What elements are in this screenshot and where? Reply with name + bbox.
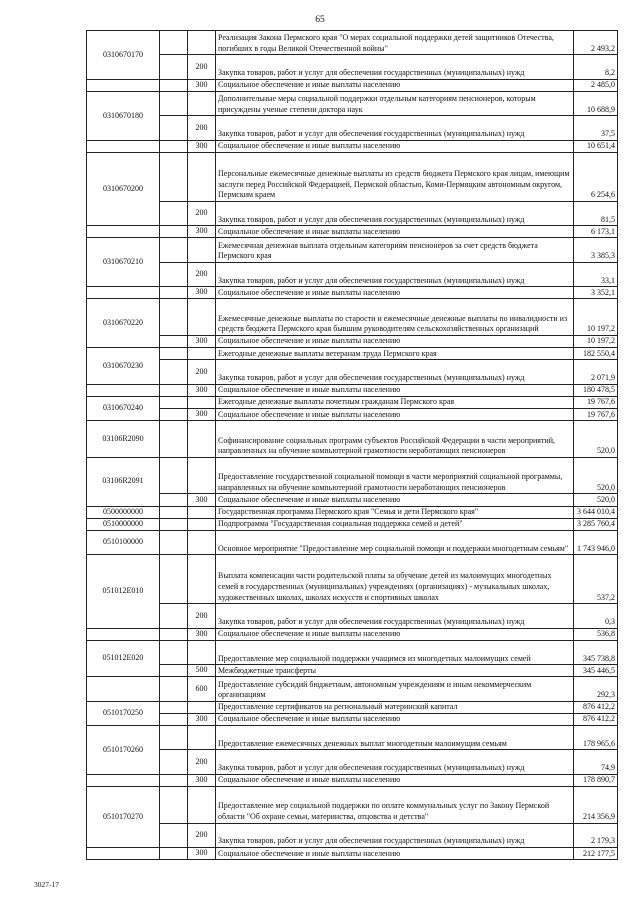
table-row	[87, 238, 618, 262]
subsection-cell	[160, 713, 188, 725]
description-cell: Социальное обеспечение и иные выплаты населению	[216, 226, 574, 238]
expense-type-cell	[188, 421, 216, 458]
expense-type-cell	[188, 506, 216, 518]
description-cell: Социальное обеспечение и иные выплаты населению	[216, 384, 574, 396]
subsection-cell	[160, 494, 188, 506]
amount-cell: 876 412,2	[574, 701, 618, 713]
subsection-cell	[160, 116, 188, 140]
target-code-cell	[87, 677, 160, 701]
description-cell: Социальное обеспечение и иные выплаты населению	[216, 79, 574, 91]
subsection-cell	[160, 226, 188, 238]
amount-cell: 2 179,3	[574, 823, 618, 847]
target-code-cell: 051012Е010	[87, 555, 160, 628]
target-code-cell: 051012Е020	[87, 640, 160, 677]
amount-cell: 292,3	[574, 677, 618, 701]
table-row	[87, 226, 618, 238]
target-code-cell	[87, 226, 160, 238]
amount-cell: 10 197,2	[574, 335, 618, 347]
subsection-cell	[160, 848, 188, 860]
description-cell: Реализация Закона Пермского края "О мерах социальной поддержки детей защитников Отечества, погибших в годы Великой Отечественной войны"	[216, 31, 574, 55]
subsection-cell	[160, 287, 188, 299]
amount-cell: 180 478,5	[574, 384, 618, 396]
subsection-cell	[160, 55, 188, 79]
amount-cell: 10 688,9	[574, 91, 618, 115]
subsection-cell	[160, 774, 188, 786]
subsection-cell	[160, 299, 188, 336]
table-row	[87, 79, 618, 91]
expense-type-cell: 200	[188, 55, 216, 79]
table-row	[87, 421, 618, 458]
expense-type-cell	[188, 640, 216, 664]
expense-type-cell: 300	[188, 774, 216, 786]
expense-type-cell	[188, 152, 216, 201]
subsection-cell	[160, 701, 188, 713]
table-row	[87, 348, 618, 360]
expense-type-cell	[188, 31, 216, 55]
expense-type-cell	[188, 238, 216, 262]
table-row	[87, 750, 618, 774]
target-code-cell	[87, 287, 160, 299]
table-row	[87, 299, 618, 336]
description-cell: Закупка товаров, работ и услуг для обеспечения государственных (муниципальных) нужд	[216, 750, 574, 774]
target-code-cell	[87, 774, 160, 786]
table-row	[87, 713, 618, 725]
amount-cell: 6 254,6	[574, 152, 618, 201]
table-row	[87, 604, 618, 628]
target-code-cell: 0310670170	[87, 31, 160, 80]
expense-type-cell	[188, 555, 216, 604]
target-code-cell: 0310670200	[87, 152, 160, 225]
expense-type-cell: 200	[188, 116, 216, 140]
description-cell: Социальное обеспечение и иные выплаты населению	[216, 628, 574, 640]
subsection-cell	[160, 750, 188, 774]
subsection-cell	[160, 201, 188, 225]
amount-cell: 520,0	[574, 457, 618, 494]
table-row	[87, 360, 618, 384]
description-cell: Предоставление мер социальной поддержки по оплате коммунальных услуг по Закону Пермской области "Об охране семьи, материнства, отцовства и детства"	[216, 787, 574, 824]
expense-type-cell	[188, 530, 216, 554]
description-cell: Социальное обеспечение и иные выплаты населению	[216, 140, 574, 152]
target-code-cell: 0310670180	[87, 91, 160, 140]
description-cell: Ежегодные денежные выплаты ветеранам труда Пермского края	[216, 348, 574, 360]
amount-cell: 3 352,1	[574, 287, 618, 299]
amount-cell: 214 356,9	[574, 787, 618, 824]
target-code-cell: 0310670240	[87, 396, 160, 420]
table-row	[87, 774, 618, 786]
description-cell: Предоставление ежемесячных денежных выплат многодетным малоимущим семьям	[216, 726, 574, 750]
target-code-cell: 0510170260	[87, 726, 160, 775]
expense-type-cell: 200	[188, 823, 216, 847]
table-row	[87, 409, 618, 421]
subsection-cell	[160, 518, 188, 530]
amount-cell: 19 767,6	[574, 396, 618, 408]
expense-type-cell: 300	[188, 140, 216, 152]
expense-type-cell: 200	[188, 604, 216, 628]
subsection-cell	[160, 152, 188, 201]
description-cell: Закупка товаров, работ и услуг для обеспечения государственных (муниципальных) нужд	[216, 823, 574, 847]
description-cell: Подпрограмма "Государственная социальная поддержка семей и детей"	[216, 518, 574, 530]
amount-cell: 1 743 946,0	[574, 530, 618, 554]
table-row	[87, 848, 618, 860]
subsection-cell	[160, 396, 188, 408]
table-row	[87, 116, 618, 140]
expense-type-cell	[188, 726, 216, 750]
table-row	[87, 677, 618, 701]
amount-cell: 10 197,2	[574, 299, 618, 336]
description-cell: Предоставление мер социальной поддержки учащимся из многодетных малоимущих семей	[216, 640, 574, 664]
description-cell: Закупка товаров, работ и услуг для обеспечения государственных (муниципальных) нужд	[216, 116, 574, 140]
table-row	[87, 335, 618, 347]
expense-type-cell: 200	[188, 750, 216, 774]
amount-cell: 74,9	[574, 750, 618, 774]
expense-type-cell: 300	[188, 226, 216, 238]
target-code-cell: 0310670230	[87, 348, 160, 385]
table-row	[87, 640, 618, 664]
table-row	[87, 506, 618, 518]
amount-cell: 537,2	[574, 555, 618, 604]
description-cell: Ежегодные денежные выплаты почетным гражданам Пермского края	[216, 396, 574, 408]
document-footer-code: 3027-17	[34, 880, 59, 889]
amount-cell: 2 493,2	[574, 31, 618, 55]
expense-type-cell: 300	[188, 287, 216, 299]
table-row	[87, 518, 618, 530]
table-row	[87, 396, 618, 408]
expense-type-cell: 200	[188, 201, 216, 225]
subsection-cell	[160, 640, 188, 664]
target-code-cell: 03106R2091	[87, 457, 160, 506]
amount-cell: 212 177,5	[574, 848, 618, 860]
description-cell: Выплата компенсации части родительской платы за обучение детей из малоимущих многодетных семей в государственных (муниципальных) учреждениях (организациях) - музыкальных школах, художественных школах, школах искусств и спортивных школах	[216, 555, 574, 604]
amount-cell: 520,0	[574, 494, 618, 506]
amount-cell: 3 285 760,4	[574, 518, 618, 530]
amount-cell: 178 965,6	[574, 726, 618, 750]
table-row	[87, 201, 618, 225]
description-cell: Социальное обеспечение и иные выплаты населению	[216, 335, 574, 347]
table-row	[87, 152, 618, 201]
expense-type-cell: 300	[188, 384, 216, 396]
subsection-cell	[160, 555, 188, 604]
subsection-cell	[160, 628, 188, 640]
expense-type-cell	[188, 91, 216, 115]
target-code-cell: 0310670220	[87, 299, 160, 348]
table-row	[87, 140, 618, 152]
description-cell: Социальное обеспечение и иные выплаты населению	[216, 409, 574, 421]
table-row	[87, 55, 618, 79]
description-cell: Ежемесячные денежные выплаты по старости и ежемесячные денежные выплаты по инвалидности из средств бюджета Пермского края бывшим руководителям сельскохозяйственных организаций	[216, 299, 574, 336]
target-code-cell	[87, 140, 160, 152]
subsection-cell	[160, 604, 188, 628]
expense-type-cell: 300	[188, 409, 216, 421]
description-cell: Закупка товаров, работ и услуг для обеспечения государственных (муниципальных) нужд	[216, 604, 574, 628]
expense-type-cell: 200	[188, 360, 216, 384]
subsection-cell	[160, 348, 188, 360]
expense-type-cell: 300	[188, 335, 216, 347]
target-code-cell: 0310670210	[87, 238, 160, 287]
expense-type-cell: 300	[188, 628, 216, 640]
amount-cell: 2 071,9	[574, 360, 618, 384]
target-code-cell	[87, 848, 160, 860]
target-code-cell: 0510000000	[87, 518, 160, 530]
expense-type-cell: 300	[188, 848, 216, 860]
description-cell: Социальное обеспечение и иные выплаты населению	[216, 494, 574, 506]
description-cell: Социальное обеспечение и иные выплаты населению	[216, 848, 574, 860]
amount-cell: 345 738,8	[574, 640, 618, 664]
subsection-cell	[160, 421, 188, 458]
table-row	[87, 665, 618, 677]
target-code-cell: 0510170270	[87, 787, 160, 848]
target-code-cell: 0510170250	[87, 701, 160, 725]
expense-type-cell: 600	[188, 677, 216, 701]
subsection-cell	[160, 384, 188, 396]
description-cell: Закупка товаров, работ и услуг для обеспечения государственных (муниципальных) нужд	[216, 262, 574, 286]
amount-cell: 8,2	[574, 55, 618, 79]
amount-cell: 520,0	[574, 421, 618, 458]
table-row	[87, 555, 618, 604]
amount-cell: 10 651,4	[574, 140, 618, 152]
table-row	[87, 726, 618, 750]
target-code-cell: 03106R2090	[87, 421, 160, 458]
description-cell: Софинансирование социальных программ субъектов Российской Федерации в части мероприятий, направленных на обучение компьютерной грамотности неработающих пенсионеров	[216, 421, 574, 458]
target-code-cell	[87, 79, 160, 91]
expense-type-cell	[188, 396, 216, 408]
subsection-cell	[160, 360, 188, 384]
target-code-cell	[87, 628, 160, 640]
amount-cell: 876 412,2	[574, 713, 618, 725]
subsection-cell	[160, 409, 188, 421]
description-cell: Социальное обеспечение и иные выплаты населению	[216, 713, 574, 725]
table-row	[87, 494, 618, 506]
expense-type-cell	[188, 457, 216, 494]
subsection-cell	[160, 457, 188, 494]
subsection-cell	[160, 238, 188, 262]
budget-table	[86, 30, 618, 860]
subsection-cell	[160, 665, 188, 677]
subsection-cell	[160, 530, 188, 554]
amount-cell: 6 173,1	[574, 226, 618, 238]
table-row	[87, 628, 618, 640]
table-row	[87, 31, 618, 55]
description-cell: Закупка товаров, работ и услуг для обеспечения государственных (муниципальных) нужд	[216, 55, 574, 79]
amount-cell: 3 644 010,4	[574, 506, 618, 518]
table-row	[87, 530, 618, 554]
subsection-cell	[160, 262, 188, 286]
description-cell: Социальное обеспечение и иные выплаты населению	[216, 287, 574, 299]
subsection-cell	[160, 787, 188, 824]
subsection-cell	[160, 506, 188, 518]
target-code-cell: 0500000000	[87, 506, 160, 518]
table-row	[87, 287, 618, 299]
expense-type-cell	[188, 299, 216, 336]
table-row	[87, 457, 618, 494]
expense-type-cell: 300	[188, 713, 216, 725]
amount-cell: 2 485,0	[574, 79, 618, 91]
expense-type-cell: 300	[188, 79, 216, 91]
description-cell: Закупка товаров, работ и услуг для обеспечения государственных (муниципальных) нужд	[216, 360, 574, 384]
target-code-cell	[87, 384, 160, 396]
table-row	[87, 823, 618, 847]
description-cell: Предоставление государственной социальной помощи в части мероприятий социальной программы, направленных на обучение компьютерной грамотности неработающих пенсионеров	[216, 457, 574, 494]
amount-cell: 182 550,4	[574, 348, 618, 360]
table-row	[87, 384, 618, 396]
amount-cell: 536,8	[574, 628, 618, 640]
amount-cell: 37,5	[574, 116, 618, 140]
amount-cell: 3 385,3	[574, 238, 618, 262]
expense-type-cell: 500	[188, 665, 216, 677]
subsection-cell	[160, 823, 188, 847]
amount-cell: 0,3	[574, 604, 618, 628]
expense-type-cell	[188, 787, 216, 824]
description-cell: Ежемесячная денежная выплата отдельным категориям пенсионеров за счет средств бюджета Пермского края	[216, 238, 574, 262]
description-cell: Государственная программа Пермского края "Семья и дети Пермского края"	[216, 506, 574, 518]
table-row	[87, 262, 618, 286]
expense-type-cell	[188, 348, 216, 360]
amount-cell: 345 446,5	[574, 665, 618, 677]
description-cell: Социальное обеспечение и иные выплаты населению	[216, 774, 574, 786]
page-number: 65	[315, 15, 325, 25]
table-row	[87, 91, 618, 115]
amount-cell: 19 767,6	[574, 409, 618, 421]
table-row	[87, 701, 618, 713]
subsection-cell	[160, 140, 188, 152]
description-cell: Предоставление субсидий бюджетным, автономным учреждениям и иным некоммерческим организациям	[216, 677, 574, 701]
amount-cell: 178 890,7	[574, 774, 618, 786]
description-cell: Персональные ежемесячные денежные выплаты из средств бюджета Пермского края лицам, имеющим заслуги перед Российской Федерацией, Пермской областью, Коми-Пермяцким автономным округом, Пермским краем	[216, 152, 574, 201]
description-cell: Закупка товаров, работ и услуг для обеспечения государственных (муниципальных) нужд	[216, 201, 574, 225]
description-cell: Предоставление сертификатов на региональный материнский капитал	[216, 701, 574, 713]
subsection-cell	[160, 79, 188, 91]
amount-cell: 33,1	[574, 262, 618, 286]
expense-type-cell: 200	[188, 262, 216, 286]
description-cell: Основное мероприятие "Предоставление мер социальной помощи и поддержки многодетным семьям"	[216, 530, 574, 554]
subsection-cell	[160, 677, 188, 701]
description-cell: Дополнительные меры социальной поддержки отдельным категориям пенсионеров, которым присуждены ученые степени доктора наук	[216, 91, 574, 115]
budget-table-body	[87, 31, 618, 860]
subsection-cell	[160, 31, 188, 55]
amount-cell: 81,5	[574, 201, 618, 225]
subsection-cell	[160, 335, 188, 347]
subsection-cell	[160, 91, 188, 115]
expense-type-cell	[188, 518, 216, 530]
subsection-cell	[160, 726, 188, 750]
description-cell: Межбюджетные трансферты	[216, 665, 574, 677]
expense-type-cell: 300	[188, 494, 216, 506]
table-row	[87, 787, 618, 824]
target-code-cell: 0510100000	[87, 530, 160, 554]
expense-type-cell	[188, 701, 216, 713]
